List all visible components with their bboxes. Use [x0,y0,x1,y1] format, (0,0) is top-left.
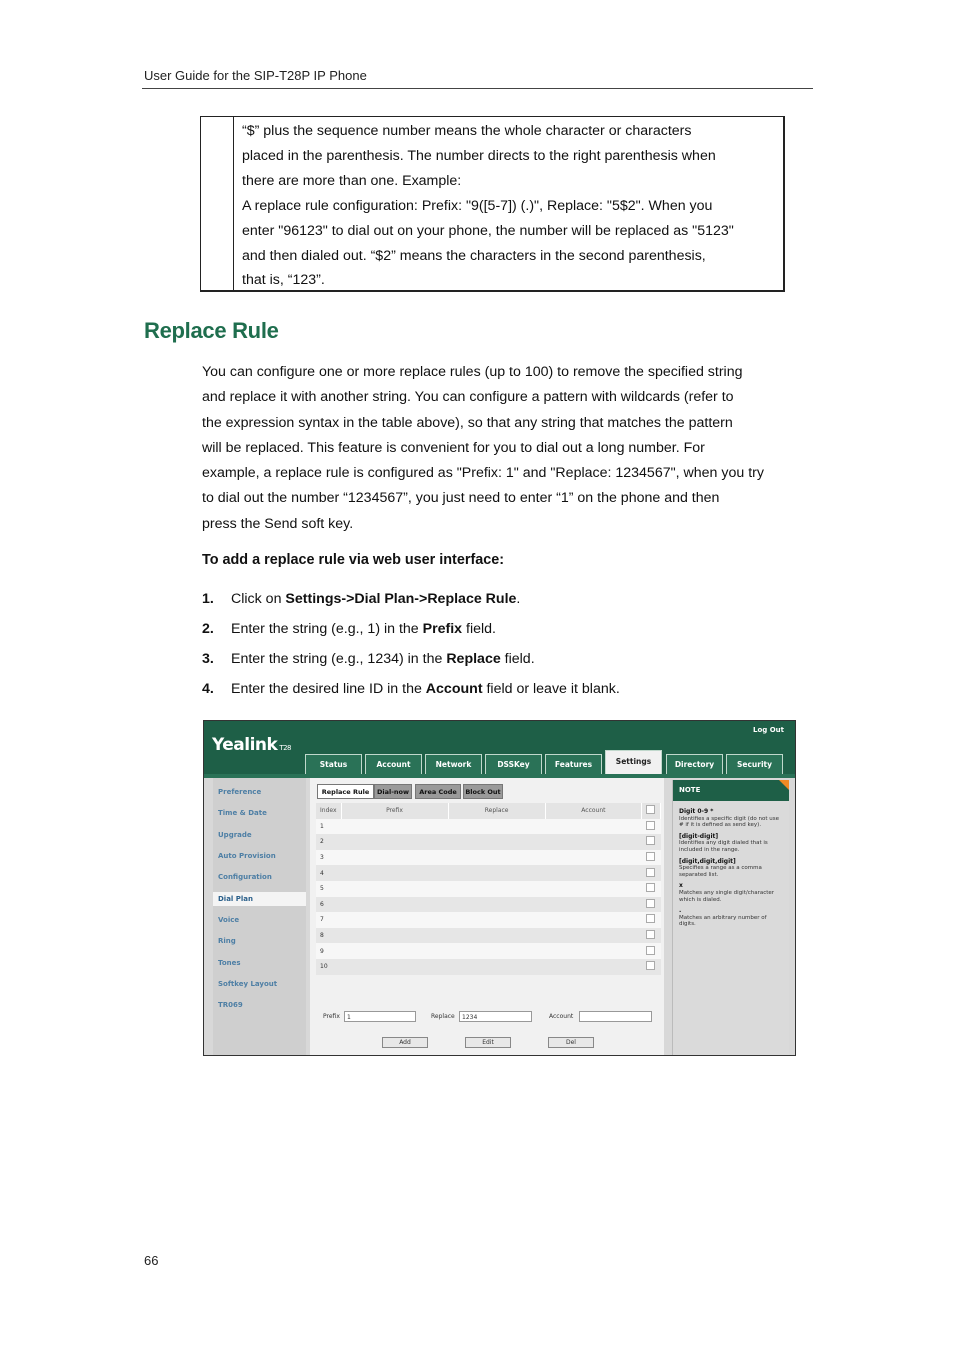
main-panel [310,778,664,1056]
table-row [316,865,661,881]
row-prefix [341,881,448,897]
row-prefix [341,850,448,866]
row-replace [448,928,545,944]
row-replace [448,850,545,866]
replace-input[interactable]: 1234 [459,1011,532,1022]
step-text [231,647,535,671]
syntax-line: enter "96123" to dial out on your phone, the number will be replaced as "5123" [242,222,734,239]
header-rule [142,88,813,89]
row-prefix [341,928,448,944]
note-term: x [679,882,683,890]
col-prefix: Prefix [341,803,448,819]
nav-time-date[interactable]: Time & Date [218,809,267,817]
row-index: 10 [316,959,341,975]
section-title: Replace Rule [144,318,279,343]
row-index: 7 [316,912,341,928]
row-index: 2 [316,834,341,850]
syntax-symbol-cell [201,117,234,290]
row-index: 8 [316,928,341,944]
col-index: Index [316,803,341,819]
edit-button[interactable]: Edit [465,1037,511,1048]
table-row [316,928,661,944]
tab-features[interactable]: Features [545,754,602,774]
logo-text: Yealink [212,735,278,755]
nav-auto-provision[interactable]: Auto Provision [218,852,276,860]
row-replace [448,819,545,835]
step-text [231,617,496,641]
table-row [316,881,661,897]
row-prefix [341,912,448,928]
step-number: 1. [202,591,214,607]
syntax-line: that is, “123”. [242,272,325,289]
row-prefix [341,897,448,913]
tab-network[interactable]: Network [425,754,482,774]
row-account [545,834,641,850]
syntax-line: placed in the parenthesis. The number directs to the right parenthesis when [242,147,716,164]
nav-tones[interactable]: Tones [218,959,241,967]
replace-label: Replace [431,1013,455,1020]
row-replace [448,912,545,928]
nav-voice[interactable]: Voice [218,916,240,924]
nav-dial-plan[interactable]: Dial Plan [213,892,306,906]
row-checkbox-cell [642,819,661,835]
add-button[interactable]: Add [382,1037,428,1048]
row-checkbox-cell [642,850,661,866]
row-checkbox-cell [642,928,661,944]
row-checkbox[interactable] [646,899,655,908]
row-account [545,819,641,835]
step-field-name: Account [425,681,483,697]
row-index: 3 [316,850,341,866]
row-checkbox-cell [642,881,661,897]
step-text-post: . [516,591,521,607]
intro-line: example, a replace rule is configured as "Prefix: 1" and "Replace: 1234567", when you try [202,465,764,482]
row-checkbox-cell [642,834,661,850]
tab-dsskey[interactable]: DSSKey [485,754,542,774]
table-row [316,943,661,959]
table-header-row [316,803,661,819]
row-checkbox[interactable] [646,821,655,830]
tab-status[interactable]: Status [305,754,362,774]
note-title: NOTE [673,780,789,801]
note-desc: Identifies any digit dialed that is included in the range. [679,840,768,853]
step-text-post: field. [500,651,535,667]
row-checkbox[interactable] [646,946,655,955]
nav-upgrade[interactable]: Upgrade [218,831,252,839]
row-checkbox-cell [642,912,661,928]
nav-preference[interactable]: Preference [218,788,262,796]
intro-line: to dial out the number “1234567”, you just need to enter “1” on the phone and then [202,490,720,507]
tab-settings[interactable]: Settings [605,750,662,774]
row-checkbox-cell [642,943,661,959]
prefix-label: Prefix [323,1013,340,1020]
procedure-heading: To add a replace rule via web user interface: [202,552,505,568]
row-checkbox[interactable] [646,852,655,861]
step-text-pre: Enter the desired line ID in the [231,681,426,697]
row-replace [448,959,545,975]
note-desc: Specifies a range as a comma separated list. [679,865,762,878]
step-field-name: Prefix [422,621,463,637]
step-number: 2. [202,621,214,637]
step-field-name: Replace [446,651,501,667]
step-text-pre: Enter the string (e.g., 1) in the [231,621,423,637]
intro-line: press the Send soft key. [202,515,354,532]
row-account [545,943,641,959]
col-replace: Replace [448,803,545,819]
row-checkbox-cell [642,897,661,913]
step-text-post: field. [462,621,496,637]
tab-security[interactable]: Security [726,754,783,774]
row-account [545,881,641,897]
note-term: [digit,digit,digit] [679,857,736,865]
syntax-line: there are more than one. Example: [242,172,462,189]
logo-model: T28 [279,744,292,752]
row-replace [448,881,545,897]
row-checkbox-cell [642,865,661,881]
account-label: Account [549,1013,574,1020]
row-prefix [341,943,448,959]
row-index: 4 [316,865,341,881]
select-all-checkbox[interactable] [646,805,655,814]
intro-line: will be replaced. This feature is convenient for you to dial out a long number. For [202,439,705,456]
table-row [316,912,661,928]
subtab-block-out[interactable]: Block Out [463,784,503,799]
table-row [316,959,661,975]
note-desc: Identifies a specific digit (do not use # if it is defined as send key). [679,815,779,829]
row-prefix [341,959,448,975]
row-replace [448,834,545,850]
nav-softkey-layout[interactable]: Softkey Layout [218,980,278,988]
row-account [545,865,641,881]
note-corner-icon [779,780,789,790]
note-term: Digit 0-9 * [679,808,714,815]
account-input[interactable] [579,1011,652,1022]
syntax-line: and then dialed out. “$2” means the characters in the second parenthesis, [242,247,706,264]
intro-line: You can configure one or more replace rules (up to 100) to remove the specified string [202,364,743,380]
row-checkbox[interactable] [646,930,655,939]
subtab-replace-rule[interactable]: Replace Rule [317,784,374,799]
row-checkbox[interactable] [646,883,655,892]
step-text-post: field or leave it blank. [482,681,620,697]
table-row [316,819,661,835]
step-number: 3. [202,651,214,667]
table-row [316,850,661,866]
step-text [231,587,520,611]
tab-account[interactable]: Account [365,754,422,774]
row-index: 5 [316,881,341,897]
syntax-line: “$” plus the sequence number means the whole character or characters [242,123,692,139]
running-header: User Guide for the SIP-T28P IP Phone [144,68,367,83]
note-term: . [679,907,682,915]
intro-line: and replace it with another string. You can configure a pattern with wildcards (refer to [202,389,734,406]
note-panel [672,780,789,1056]
row-replace [448,865,545,881]
step-ui-path: Settings->Dial Plan->Replace Rule [285,591,517,607]
note-desc: Matches an arbitrary number of digits. [679,914,767,928]
row-account [545,928,641,944]
row-prefix [341,819,448,835]
delete-button[interactable]: Del [548,1037,594,1048]
nav-tr069[interactable]: TR069 [218,1001,243,1009]
row-account [545,959,641,975]
row-checkbox-cell [642,959,661,975]
prefix-input[interactable]: 1 [344,1011,416,1022]
row-account [545,912,641,928]
syntax-description-cell [242,119,780,293]
subtab-area-code[interactable]: Area Code [415,784,461,799]
step-number: 4. [202,681,214,697]
table-row [316,897,661,913]
tab-directory[interactable]: Directory [666,754,723,774]
row-index: 1 [316,819,341,835]
step-text-pre: Click on [231,591,286,607]
note-desc: Matches any single digit/character which is dialed. [679,889,775,903]
row-account [545,897,641,913]
replace-rule-table [316,803,661,975]
syntax-line: A replace rule configuration: Prefix: "9([5-7]) (.)", Replace: "5$2". When you [242,197,713,214]
yealink-logo [212,735,291,755]
row-checkbox[interactable] [646,868,655,877]
web-ui-screenshot [203,720,796,1056]
note-term: [digit-digit] [679,832,719,840]
intro-line: the expression syntax in the table above), so that any string that matches the pattern [202,414,733,431]
row-prefix [341,865,448,881]
step-text [231,677,620,701]
subtab-dial-now[interactable]: Dial-now [374,784,412,799]
logout-link[interactable]: Log Out [753,726,784,734]
col-select-all [642,803,661,819]
col-account: Account [545,803,641,819]
nav-configuration[interactable]: Configuration [218,873,272,881]
row-checkbox[interactable] [646,836,655,845]
note-body [679,809,785,928]
row-checkbox[interactable] [646,961,655,970]
row-replace [448,897,545,913]
page-number: 66 [144,1253,159,1268]
row-replace [448,943,545,959]
step-text-pre: Enter the string (e.g., 1234) in the [231,651,447,667]
row-index: 6 [316,897,341,913]
table-row [316,834,661,850]
intro-paragraph [202,360,814,537]
nav-ring[interactable]: Ring [218,937,236,945]
row-checkbox[interactable] [646,914,655,923]
syntax-table-row [200,116,785,292]
row-index: 9 [316,943,341,959]
row-account [545,850,641,866]
row-prefix [341,834,448,850]
